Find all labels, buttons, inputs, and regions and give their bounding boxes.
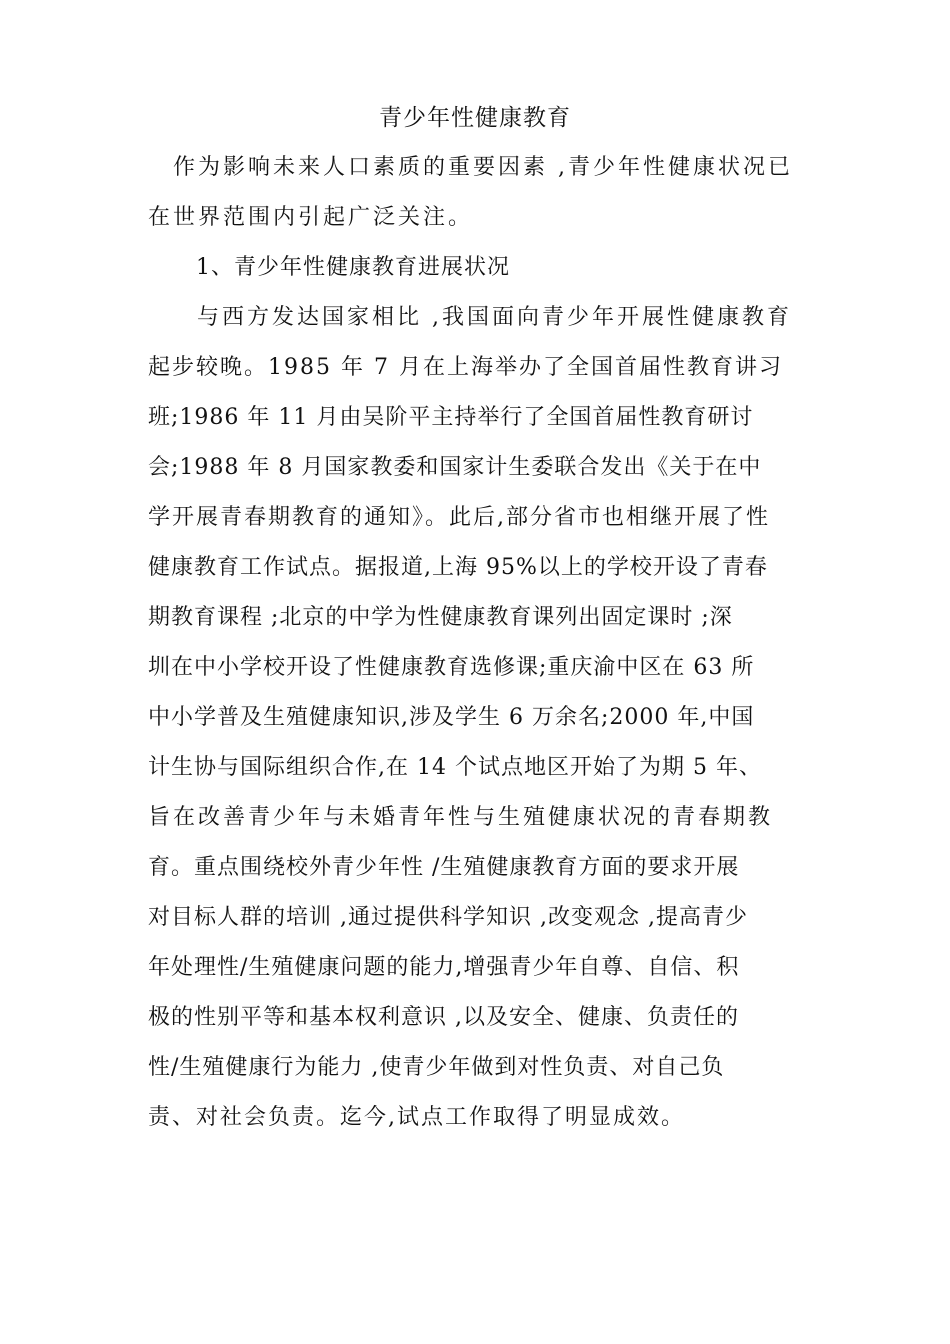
paragraph-line: 对目标人群的培训 ,通过提供科学知识 ,改变观念 ,提高青少	[148, 905, 748, 930]
paragraph-line: 期教育课程 ;北京的中学为性健康教育课列出固定课时 ;深	[148, 605, 733, 630]
paragraph-line: 中小学普及生殖健康知识,涉及学生 6 万余名;2000 年,中国	[148, 705, 755, 730]
paragraph-line: 计生协与国际组织合作,在 14 个试点地区开始了为期 5 年、	[148, 755, 762, 780]
paragraph-line: 起步较晚。1985 年 7 月在上海举办了全国首届性教育讲习	[148, 355, 783, 380]
paragraph-line: 健康教育工作试点。据报道,上海 95%以上的学校开设了青春	[148, 555, 768, 580]
paragraph-line: 年处理性/生殖健康问题的能力,增强青少年自尊、自信、积	[148, 955, 740, 980]
paragraph-line: 学开展青春期教育的通知》。此后,部分省市也相继开展了性	[148, 505, 770, 530]
paragraph-line: 与西方发达国家相比 ,我国面向青少年开展性健康教育	[197, 305, 792, 330]
paragraph-line: 性/生殖健康行为能力 ,使青少年做到对性负责、对自己负	[148, 1055, 725, 1080]
document-title: 青少年性健康教育	[379, 105, 571, 131]
paragraph-line: 班;1986 年 11 月由吴阶平主持举行了全国首届性教育研讨	[148, 405, 754, 430]
paragraph-line: 作为影响未来人口素质的重要因素 ,青少年性健康状况已	[173, 155, 793, 180]
paragraph-line: 在世界范围内引起广泛关注。	[148, 205, 474, 230]
paragraph-line: 旨在改善青少年与未婚青年性与生殖健康状况的青春期教	[148, 805, 774, 830]
paragraph-line: 育。重点围绕校外青少年性 /生殖健康教育方面的要求开展	[148, 855, 740, 880]
paragraph-line: 责、对社会负责。迄今,试点工作取得了明显成效。	[148, 1105, 685, 1130]
section-heading: 1、青少年性健康教育进展状况	[196, 255, 510, 280]
paragraph-line: 极的性别平等和基本权利意识 ,以及安全、健康、负责任的	[148, 1005, 739, 1030]
paragraph-line: 会;1988 年 8 月国家教委和国家计生委联合发出《关于在中	[148, 455, 762, 480]
paragraph-line: 圳在中小学校开设了性健康教育选修课;重庆渝中区在 63 所	[148, 655, 755, 680]
